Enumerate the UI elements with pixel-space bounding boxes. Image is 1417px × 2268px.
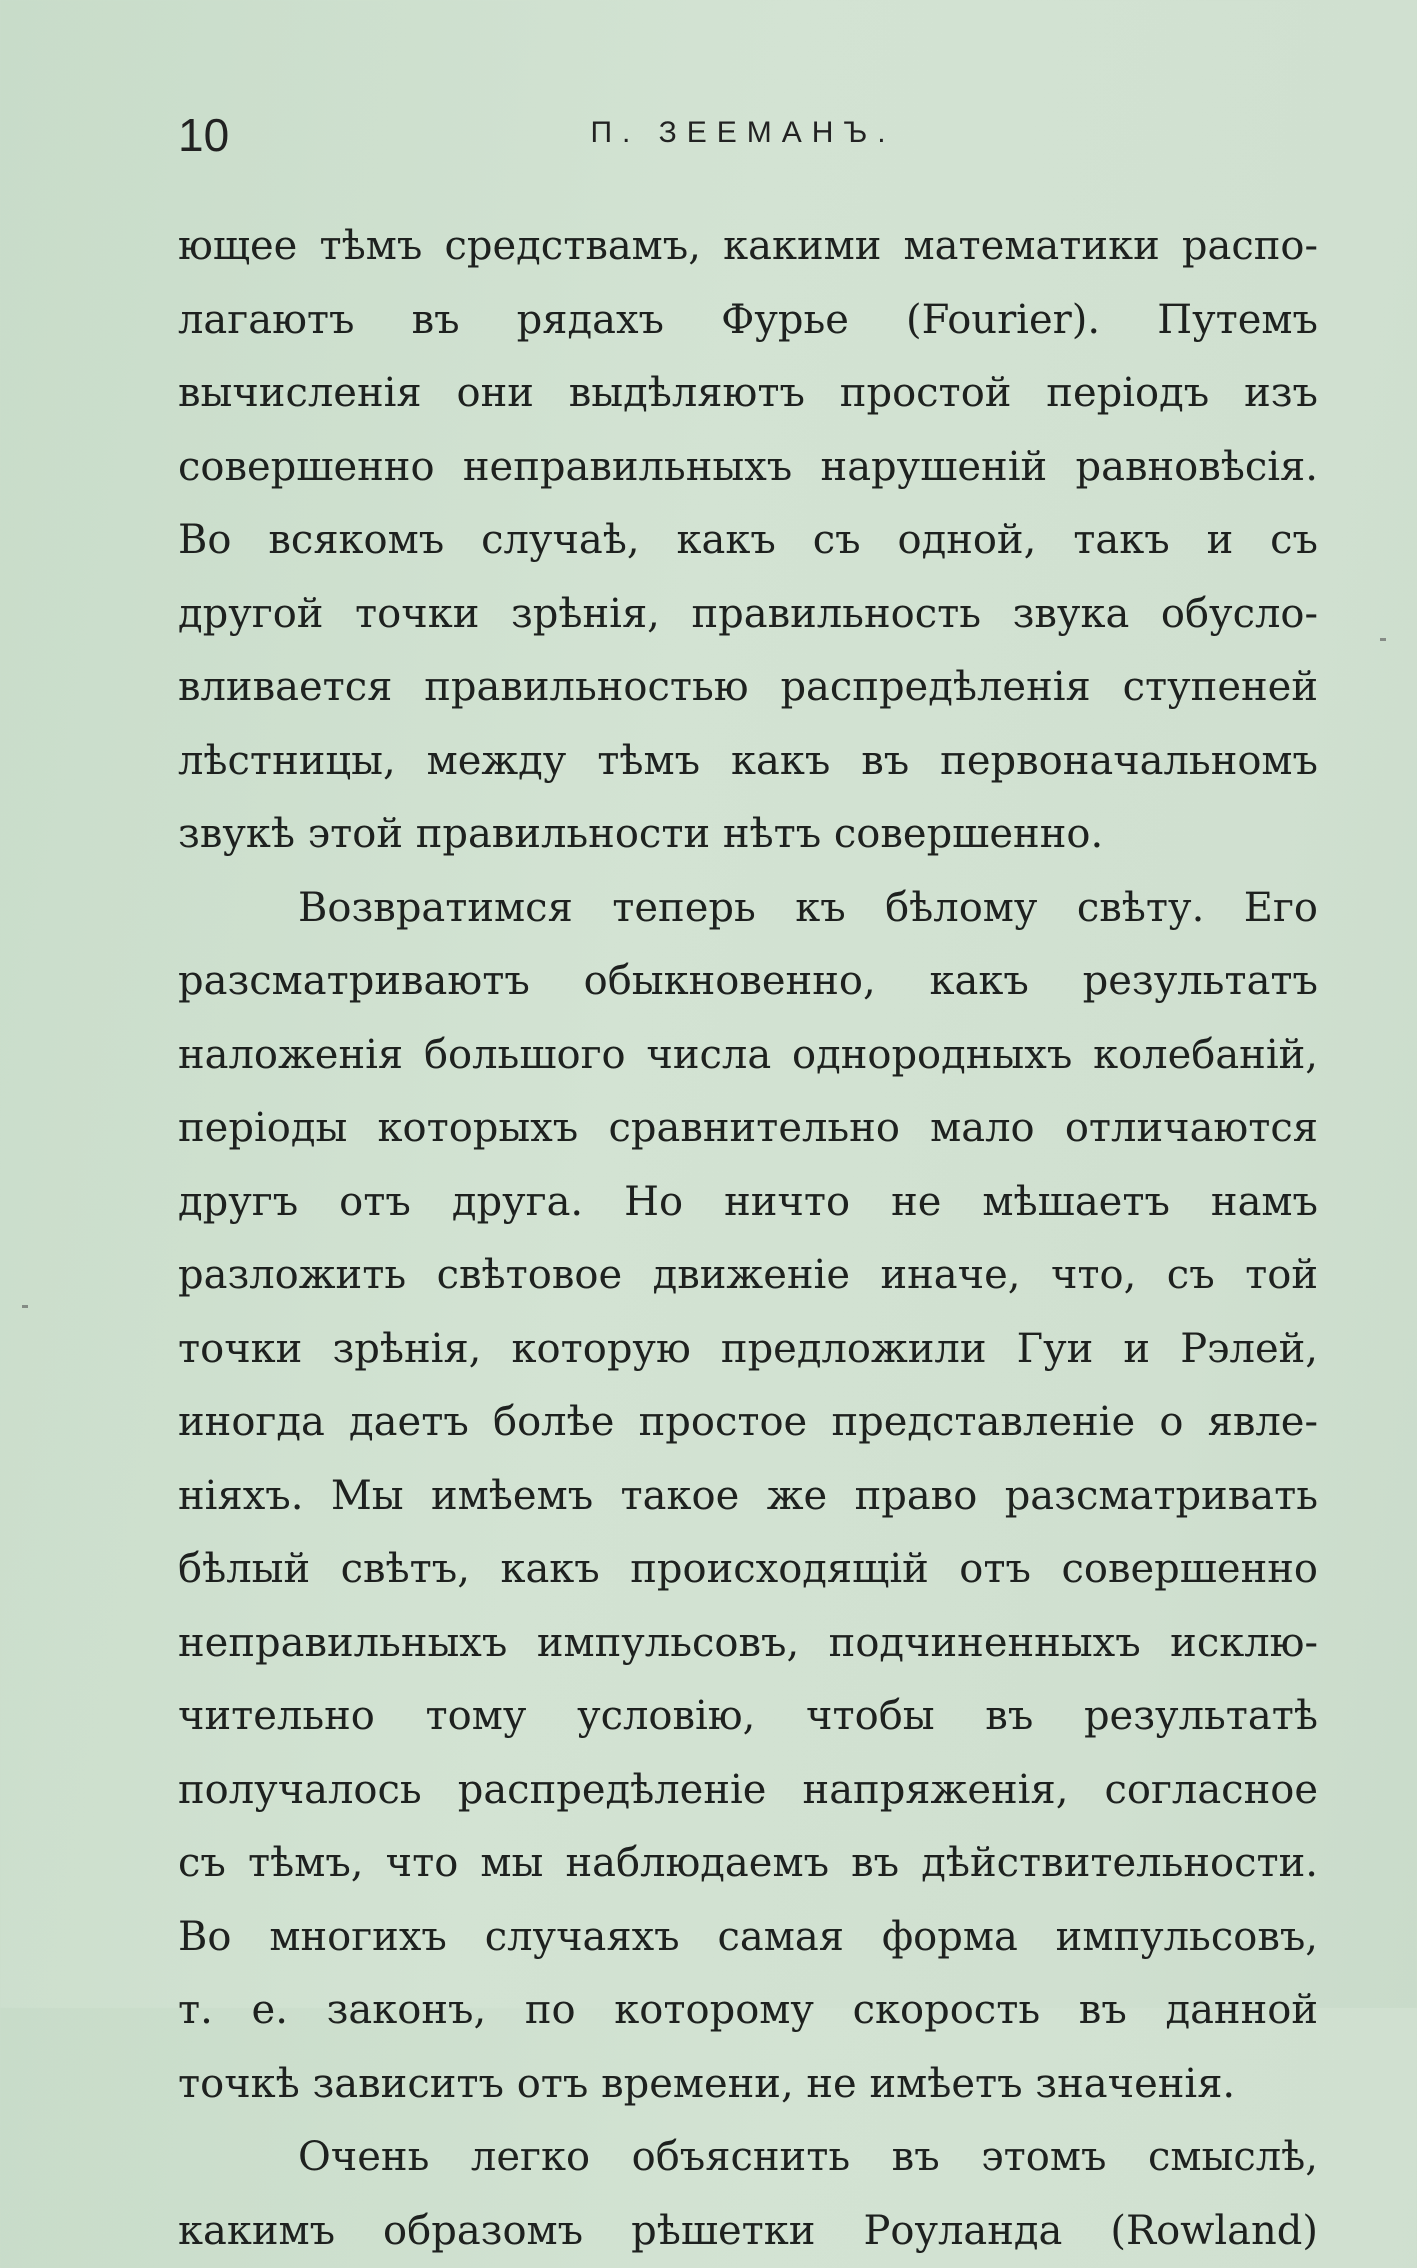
text-line: вливается правильностью распредѣленія ступеней (178, 651, 1318, 725)
text-line: съ тѣмъ, что мы наблюдаемъ въ дѣйствительности. (178, 1827, 1318, 1901)
text-line: какимъ образомъ рѣшетки Роуланда (Rowland) (178, 2195, 1318, 2268)
page-header (178, 108, 1308, 168)
page-number: 10 (178, 108, 229, 162)
paper-speck (1380, 638, 1386, 641)
text-line: лагаютъ въ рядахъ Фурье (Fourier). Путемъ (178, 284, 1318, 358)
text-line: Во многихъ случаяхъ самая форма импульсовъ, (178, 1901, 1318, 1975)
text-line: другой точки зрѣнія, правильность звука обусло- (178, 578, 1318, 652)
text-line: Очень легко объяснить въ этомъ смыслѣ, (178, 2121, 1318, 2195)
paper-speck (22, 1305, 28, 1308)
text-line: точкѣ зависитъ отъ времени, не имѣетъ значенія. (178, 2048, 1318, 2122)
text-line: другъ отъ друга. Но ничто не мѣшаетъ намъ (178, 1166, 1318, 1240)
body-text (178, 210, 1318, 2268)
text-line: бѣлый свѣтъ, какъ происходящій отъ совершенно (178, 1533, 1318, 1607)
text-line: Во всякомъ случаѣ, какъ съ одной, такъ и съ (178, 504, 1318, 578)
text-line: точки зрѣнія, которую предложили Гуи и Рэлей, (178, 1313, 1318, 1387)
running-head: П. ЗЕЕМАНЪ. (178, 116, 1308, 150)
text-line: ніяхъ. Мы имѣемъ такое же право разсматривать (178, 1460, 1318, 1534)
text-line: вычисленія они выдѣляютъ простой періодъ изъ (178, 357, 1318, 431)
text-line: періоды которыхъ сравнительно мало отличаются (178, 1092, 1318, 1166)
text-line: иногда даетъ болѣе простое представленіе о явле- (178, 1386, 1318, 1460)
text-line: разложить свѣтовое движеніе иначе, что, съ той (178, 1239, 1318, 1313)
text-line: т. е. законъ, по которому скорость въ данной (178, 1974, 1318, 2048)
text-line: неправильныхъ импульсовъ, подчиненныхъ исклю- (178, 1607, 1318, 1681)
text-line: звукѣ этой правильности нѣтъ совершенно. (178, 798, 1318, 872)
text-line: получалось распредѣленіе напряженія, согласное (178, 1754, 1318, 1828)
text-line: ющее тѣмъ средствамъ, какими математики распо- (178, 210, 1318, 284)
text-line: чительно тому условію, чтобы въ результатѣ (178, 1680, 1318, 1754)
text-line: совершенно неправильныхъ нарушеній равновѣсія. (178, 431, 1318, 505)
text-line: разсматриваютъ обыкновенно, какъ результатъ (178, 945, 1318, 1019)
text-line: лѣстницы, между тѣмъ какъ въ первоначальномъ (178, 725, 1318, 799)
text-line: наложенія большого числа однородныхъ колебаній, (178, 1019, 1318, 1093)
text-line: Возвратимся теперь къ бѣлому свѣту. Его (178, 872, 1318, 946)
